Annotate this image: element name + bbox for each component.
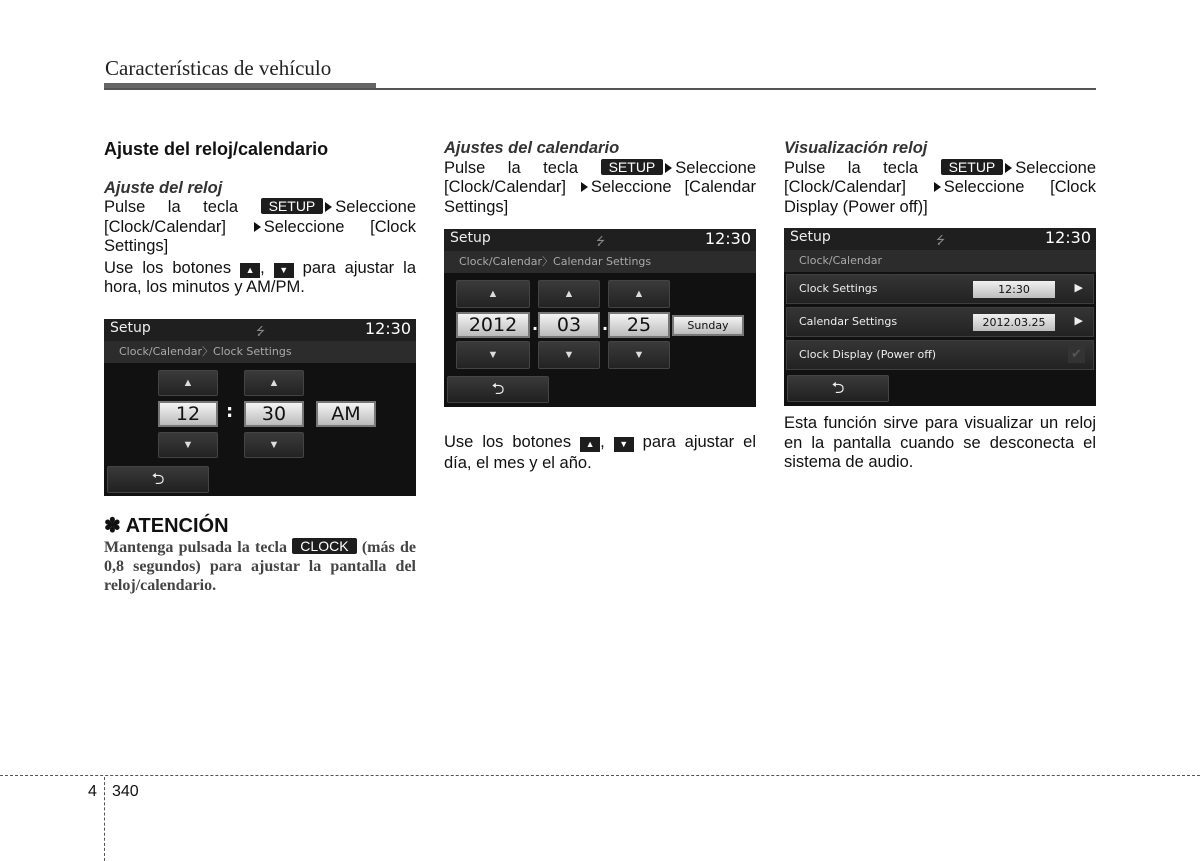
year-up-button[interactable]: ▲ bbox=[456, 280, 530, 308]
hour-value: 12 bbox=[158, 401, 218, 427]
clock-display-description: Esta función sirve para visualizar un reloj en la pantalla cuando se desconecta el sistema de audio. bbox=[784, 414, 1096, 471]
chevron-right-icon: ▶ bbox=[1074, 314, 1083, 327]
calendar-buttons-paragraph: Use los botones ▲ , ▼ para ajustar el día, el mes y el año. bbox=[444, 433, 756, 472]
screen-breadcrumb: Clock/Calendar bbox=[784, 250, 1096, 272]
row-label: Clock Display (Power off) bbox=[799, 348, 937, 361]
menu-row-clock-settings[interactable] bbox=[786, 274, 1094, 304]
screen-clock: 12:30 bbox=[704, 229, 751, 248]
attention-title: ✽ ATENCIÓN bbox=[104, 515, 229, 537]
setup-key: SETUP bbox=[601, 159, 664, 175]
chapter-number: 4 bbox=[88, 783, 97, 800]
back-button[interactable]: ⮌ bbox=[107, 466, 209, 493]
clock-calendar-menu-screen bbox=[784, 228, 1096, 406]
down-arrow-icon: ▼ bbox=[614, 437, 634, 452]
month-value: 03 bbox=[538, 312, 600, 338]
column-clock-settings bbox=[104, 140, 416, 298]
subheading-clock-display: Visualización reloj bbox=[784, 139, 928, 157]
subheading-calendar: Ajustes del calendario bbox=[444, 139, 620, 157]
column-clock-display bbox=[784, 139, 1096, 217]
down-arrow-icon: ▼ bbox=[274, 263, 294, 278]
row-label: Calendar Settings bbox=[799, 315, 898, 328]
screen-clock: 12:30 bbox=[1044, 228, 1091, 247]
checkbox-check-icon[interactable]: ✔ bbox=[1068, 346, 1085, 363]
column-calendar-settings bbox=[444, 139, 756, 217]
footer-dashed-divider bbox=[104, 777, 105, 861]
page-number: 340 bbox=[112, 783, 139, 800]
screen-title: Setup bbox=[450, 230, 491, 246]
footer-dashed-rule bbox=[0, 775, 1200, 776]
setup-key: SETUP bbox=[941, 159, 1004, 175]
row-value: 12:30 bbox=[973, 281, 1055, 298]
screen-title: Setup bbox=[110, 320, 151, 336]
menu-row-calendar-settings[interactable] bbox=[786, 307, 1094, 337]
time-colon: : bbox=[226, 401, 234, 422]
minute-value: 30 bbox=[244, 401, 304, 427]
attention-note bbox=[104, 514, 416, 595]
arrow-right-icon bbox=[1005, 163, 1012, 173]
hour-up-button[interactable]: ▲ bbox=[158, 370, 218, 396]
screen-breadcrumb: Clock/Calendar〉Calendar Settings bbox=[444, 251, 756, 273]
up-arrow-icon: ▲ bbox=[240, 263, 260, 278]
instruction-paragraph: Pulse la tecla SETUP Seleccione [Clock/Calendar] Seleccione [Clock Settings] bbox=[104, 198, 417, 255]
instruction-paragraph: Pulse la tecla SETUP Seleccione [Clock/Calendar] Seleccione [Clock Display (Power off)] bbox=[784, 158, 1097, 216]
arrow-right-icon bbox=[934, 182, 941, 192]
weekday-value: Sunday bbox=[672, 315, 744, 336]
row-label: Clock Settings bbox=[799, 282, 878, 295]
minute-up-button[interactable]: ▲ bbox=[244, 370, 304, 396]
up-arrow-icon: ▲ bbox=[580, 437, 600, 452]
instruction-paragraph: Pulse la tecla SETUP Seleccione [Clock/Calendar] Seleccione [Calendar Settings] bbox=[444, 158, 757, 216]
clock-settings-screen bbox=[104, 319, 416, 496]
arrow-right-icon bbox=[254, 222, 261, 232]
usb-icon: ⭍ bbox=[936, 235, 946, 247]
ampm-value[interactable]: AM bbox=[316, 401, 376, 427]
back-button[interactable]: ⮌ bbox=[787, 375, 889, 402]
month-up-button[interactable]: ▲ bbox=[538, 280, 600, 308]
screen-breadcrumb: Clock/Calendar〉Clock Settings bbox=[104, 341, 416, 363]
usb-icon: ⭍ bbox=[596, 236, 606, 248]
chevron-right-icon: ▶ bbox=[1074, 281, 1083, 294]
attention-text: Mantenga pulsada la tecla CLOCK (más de 0,8 segundos) para ajustar la pantalla del reloj/calendario. bbox=[104, 538, 417, 594]
date-dot: . bbox=[532, 315, 539, 334]
day-up-button[interactable]: ▲ bbox=[608, 280, 670, 308]
arrow-right-icon bbox=[665, 163, 672, 173]
setup-key: SETUP bbox=[261, 198, 324, 214]
year-down-button[interactable]: ▼ bbox=[456, 341, 530, 369]
clock-key: CLOCK bbox=[292, 538, 356, 554]
hour-down-button[interactable]: ▼ bbox=[158, 432, 218, 458]
screen-clock: 12:30 bbox=[364, 319, 411, 338]
back-button[interactable]: ⮌ bbox=[447, 376, 549, 403]
row-value: 2012.03.25 bbox=[973, 314, 1055, 331]
menu-row-clock-display[interactable] bbox=[786, 340, 1094, 370]
usb-icon: ⭍ bbox=[256, 326, 266, 338]
buttons-paragraph: Use los botones ▲ , ▼ para ajustar la hora, los minutos y AM/PM. bbox=[104, 258, 416, 296]
minute-down-button[interactable]: ▼ bbox=[244, 432, 304, 458]
header-rule-thin bbox=[104, 88, 1096, 90]
arrow-right-icon bbox=[581, 182, 588, 192]
day-value: 25 bbox=[608, 312, 670, 338]
section-heading: Ajuste del reloj/calendario bbox=[104, 139, 329, 159]
day-down-button[interactable]: ▼ bbox=[608, 341, 670, 369]
date-dot: . bbox=[602, 315, 609, 334]
arrow-right-icon bbox=[325, 202, 332, 212]
screen-title: Setup bbox=[790, 229, 831, 245]
calendar-settings-screen bbox=[444, 229, 756, 407]
year-value: 2012 bbox=[456, 312, 530, 338]
subheading-clock: Ajuste del reloj bbox=[104, 178, 223, 197]
month-down-button[interactable]: ▼ bbox=[538, 341, 600, 369]
page-header-title: Características de vehículo bbox=[105, 56, 332, 80]
